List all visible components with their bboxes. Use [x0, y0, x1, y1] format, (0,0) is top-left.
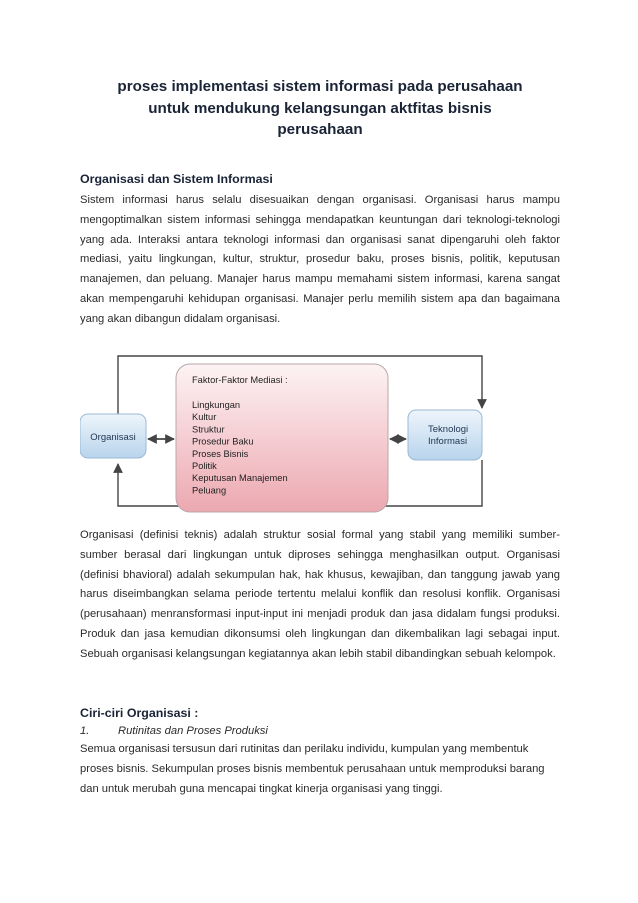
- organisasi-box-label: Organisasi: [90, 432, 136, 443]
- factor-item: Keputusan Manajemen: [192, 473, 288, 484]
- teknologi-box-label-2: Informasi: [428, 436, 468, 447]
- factor-item: Lingkungan: [192, 400, 241, 410]
- factor-item: Peluang: [192, 485, 227, 496]
- paragraph-definisi-organisasi: Organisasi (definisi teknis) adalah struktur sosial formal yang stabil yang memiliki sumber-sumber berasal dari lingkungan untuk diproses sehingga menghasilkan output. Organisasi (definisi bhavioral) adalah sekumpulan hak, hak khusus, kewajiban, dan tanggung jawab yang harus diseimbangkan selama periode tertentu melalui konflik dan resolusi konflik. Organisasi (perusahaan) menransformasi input-input ini menjadi produk dan jasa didalam fungsi produksi. Produk dan jasa kemudian dikonsumsi oleh lingkungan dan dikembalikan lagi sebagai input. Sebuah organisasi kelangsungan kegiatannya akan lebih stabil dibandingkan sebuah kelompok.: [80, 529, 560, 660]
- teknologi-informasi-box: [408, 410, 482, 460]
- paragraph-organisasi-sistem-informasi: Sistem informasi harus selalu disesuaikan dengan organisasi. Organisasi harus mampu mengoptimalkan sistem informasi sehingga mendapatkan keuntungan dari teknologi-teknologi yang ada. Interaksi antara teknologi informasi dan organisasi sanat dipengaruhi oleh faktor mediasi, yaitu lingkungan, kultur, struktur, prosedur baku, proses bisnis, politik, keputusan manajemen, dan peluang. Manajer harus mampu memahami sistem informasi, karena sangat akan mempengaruhi kehidupan organisasi. Manajer perlu memilih sistem apa dan bagaimana yang akan dibangun didalam organisasi.: [80, 194, 560, 325]
- factor-item: Politik: [192, 461, 217, 471]
- list-item-rutinitas: [80, 722, 560, 741]
- paragraph-rutinitas: Semua organisasi tersusun dari rutinitas dan perilaku individu, kumpulan yang membentuk proses bisnis. Sekumpulan proses bisnis membentuk perusahaan untuk memproduksi barang dan untuk merubah guna mencapai tingkat kinerja organisasi yang tinggi.: [80, 743, 545, 795]
- factor-item: Struktur: [192, 424, 225, 435]
- factor-item: Kultur: [192, 412, 217, 423]
- document-page: [80, 0, 560, 795]
- teknologi-box-label-1: Teknologi: [428, 424, 469, 435]
- title-line-2: untuk mendukung kelangsungan aktfitas bisnis: [148, 99, 492, 117]
- factor-item: Prosedur Baku: [192, 436, 254, 447]
- section-heading-ciri-ciri: Ciri-ciri Organisasi :: [80, 706, 199, 720]
- document-title: [80, 76, 560, 141]
- mediating-factors-title: Faktor-Faktor Mediasi :: [192, 375, 288, 385]
- list-item-number: 1.: [80, 725, 90, 737]
- title-line-3: perusahaan: [277, 121, 363, 138]
- factor-item: Proses Bisnis: [192, 448, 249, 459]
- title-line-1: proses implementasi sistem informasi pada perusahaan: [117, 78, 523, 95]
- list-item-title: Rutinitas dan Proses Produksi: [118, 725, 268, 737]
- mediating-factors-diagram: [80, 348, 560, 518]
- section-heading-organisasi: Organisasi dan Sistem Informasi: [80, 172, 273, 186]
